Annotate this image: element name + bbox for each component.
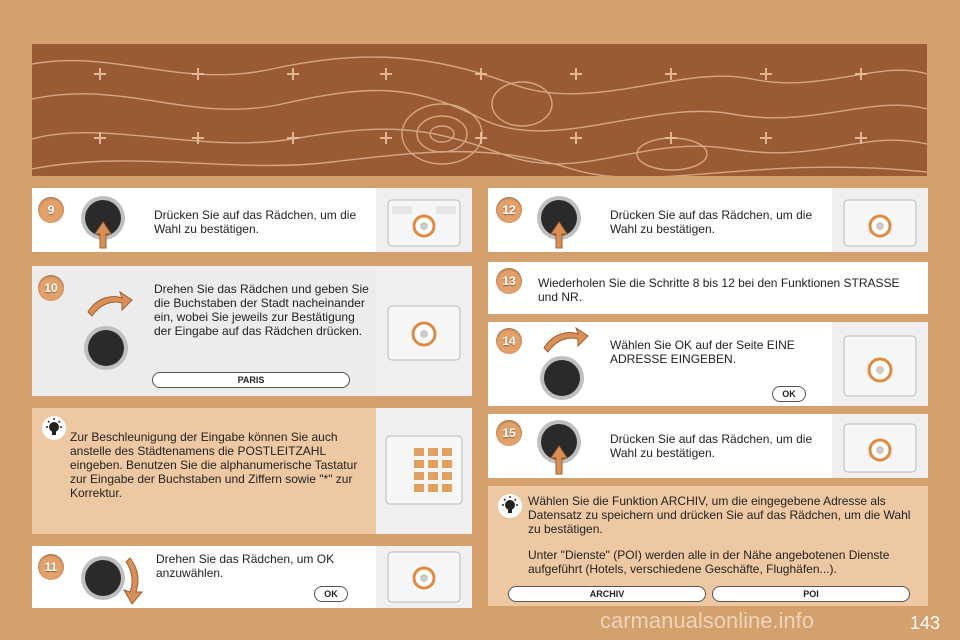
step-9-text: Drücken Sie auf das Rädchen, um die Wahl zu bestätigen.	[154, 208, 357, 236]
paris-button[interactable]: PARIS	[152, 372, 350, 388]
step-13-text: Wiederholen Sie die Schritte 8 bis 12 bei den Funktionen STRASSE und NR.	[538, 276, 900, 304]
page-number: 143	[909, 613, 940, 633]
knob-turn-icon	[534, 326, 590, 404]
lightbulb-icon	[42, 416, 66, 440]
contour-map-graphic	[32, 44, 927, 176]
archiv-button[interactable]: ARCHIV	[508, 586, 706, 602]
step-15-card	[488, 414, 928, 478]
ok-button[interactable]: OK	[772, 386, 806, 402]
device-illustration	[376, 266, 472, 396]
step-number: 11	[38, 554, 64, 580]
poi-button[interactable]: POI	[712, 586, 910, 602]
knob-press-icon	[534, 418, 584, 476]
step-number: 13	[496, 268, 522, 294]
device-illustration	[376, 546, 472, 608]
step-12-text: Drücken Sie auf das Rädchen, um die Wahl zu bestätigen.	[610, 208, 813, 236]
step-12-card	[488, 188, 928, 252]
knob-turn-down-icon	[78, 552, 154, 606]
step-number: 14	[496, 328, 522, 354]
knob-press-icon	[534, 194, 584, 250]
device-illustration	[376, 188, 472, 252]
step-number: 9	[38, 197, 64, 223]
step-number: 12	[496, 197, 522, 223]
step-14-card	[488, 322, 928, 406]
step-14-text: Wählen Sie OK auf der Seite EINE ADRESSE EINGEBEN.	[610, 338, 795, 366]
tip-postcode-text: Zur Beschleunigung der Eingabe können Sie auch anstelle des Städtenamens die POSTLEITZAHL eingeben. Benutzen Sie die alphanumerische Tastatur zur Eingabe der Buchstaben und Ziffern sowie "*" zur Korrektur.	[70, 430, 358, 500]
step-9-card	[32, 188, 472, 252]
device-illustration	[832, 188, 928, 252]
knob-turn-icon	[78, 290, 134, 374]
keypad-illustration	[376, 408, 472, 534]
ok-button[interactable]: OK	[314, 586, 348, 602]
tip-archiv-text: Wählen Sie die Funktion ARCHIV, um die eingegebene Adresse als Datensatz zu speichern und drücken Sie auf das Rädchen, um die Wahl zu bestätigen.	[528, 494, 911, 536]
step-10-card	[32, 266, 472, 396]
tip-card-archiv	[488, 486, 928, 606]
step-10-text: Drehen Sie das Rädchen und geben Sie die Buchstaben der Stadt nacheinander ein, wobei Sie jeweils zur Bestätigung der Eingabe auf das Rädchen drücken.	[154, 282, 369, 338]
step-13-card	[488, 262, 928, 314]
step-number: 15	[496, 420, 522, 446]
decorative-banner	[32, 44, 927, 176]
watermark: carmanualsonline.info	[600, 608, 815, 633]
step-11-text: Drehen Sie das Rädchen, um OK anzuwählen.	[156, 552, 335, 580]
knob-press-icon	[78, 194, 128, 250]
step-11-card	[32, 546, 472, 608]
tip-card-postcode	[32, 408, 472, 534]
step-15-text: Drücken Sie auf das Rädchen, um die Wahl zu bestätigen.	[610, 432, 813, 460]
device-illustration	[832, 414, 928, 478]
step-number: 10	[38, 275, 64, 301]
device-illustration	[832, 322, 928, 406]
lightbulb-icon	[498, 494, 522, 518]
tip-poi-text: Unter "Dienste" (POI) werden alle in der Nähe angebotenen Dienste aufgeführt (Hotels, verschiedene Geschäfte, Flughäfen...).	[528, 548, 890, 576]
